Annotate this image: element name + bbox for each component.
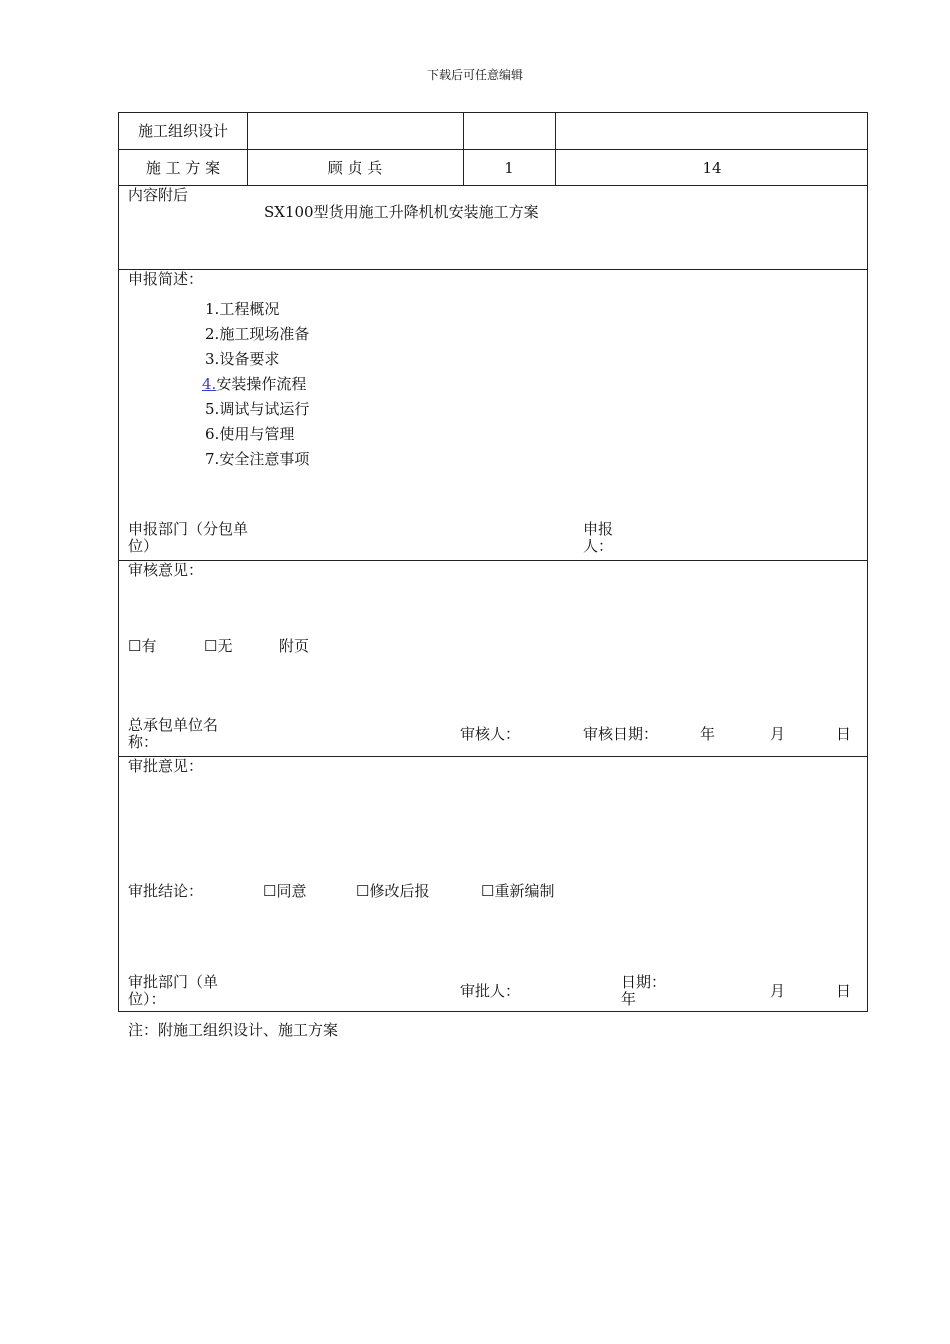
list-item: 7.安全注意事项 (205, 450, 310, 468)
review-opinion-label: 审核意见： (128, 561, 204, 579)
approval-dept-label: 审批部门（单 (128, 973, 219, 991)
list-item: 3.设备要求 (205, 350, 280, 368)
reviewer-label: 审核人： (460, 725, 521, 743)
approval-year: 年 (621, 990, 637, 1008)
approval-conclusion-label: 审批结论： (128, 882, 204, 900)
review-year: 年 (700, 725, 716, 743)
approval-opinion-label: 审批意见： (128, 757, 204, 775)
general-contractor-label: 总承包单位名 (128, 716, 219, 734)
review-month: 月 (770, 725, 786, 743)
copy-count: 1 (504, 159, 514, 177)
review-date-label: 审核日期： (583, 725, 659, 743)
review-day: 日 (836, 725, 852, 743)
report-summary-label: 申报简述： (128, 270, 204, 288)
general-contractor-label-cont: 称： (128, 733, 159, 751)
content-label: 内容附后 (128, 186, 189, 204)
plan-type-label: 施工组织设计 (137, 122, 228, 140)
list-item: 5.调试与试运行 (205, 400, 310, 418)
report-dept-label-cont: 位） (128, 537, 159, 555)
list-item: 1.工程概况 (205, 300, 280, 318)
approval-dept-label-cont: 位）： (128, 990, 166, 1008)
row-divider (119, 560, 867, 561)
page-count: 14 (702, 159, 722, 177)
checkbox-agree[interactable]: ☐同意 (263, 882, 307, 900)
list-item: 2.施工现场准备 (205, 325, 310, 343)
checkbox-revise[interactable]: ☐修改后报 (356, 882, 430, 900)
reporter-label: 申报 (583, 520, 614, 538)
attachment-label: 附页 (279, 637, 310, 655)
checkbox-redo[interactable]: ☐重新编制 (481, 882, 555, 900)
approval-date-label: 日期： (621, 973, 667, 991)
approval-month: 月 (770, 982, 786, 1000)
reporter-label-cont: 人： (583, 537, 614, 555)
row-divider (119, 756, 867, 757)
row-divider (119, 269, 867, 270)
list-item-link[interactable]: 4. (202, 375, 217, 393)
checkbox-has[interactable]: ☐有 (128, 637, 157, 655)
report-dept-label: 申报部门（分包单 (128, 520, 249, 538)
footer-note: 注：附施工组织设计、施工方案 (128, 1021, 339, 1039)
plan-title: SX100型货用施工升降机机安装施工方案 (264, 203, 539, 221)
approval-form-table (118, 112, 868, 1012)
author-name: 顾 贞 兵 (327, 159, 383, 177)
list-item[interactable]: 4.安装操作流程 (202, 375, 307, 393)
checkbox-none[interactable]: ☐无 (204, 637, 233, 655)
plan-label: 施 工 方 案 (145, 159, 221, 177)
row-divider (119, 185, 867, 186)
approver-label: 审批人： (460, 982, 521, 1000)
approval-day: 日 (836, 982, 852, 1000)
header-note: 下载后可任意编辑 (426, 68, 523, 82)
row-divider (119, 149, 867, 150)
list-item: 6.使用与管理 (205, 425, 295, 443)
